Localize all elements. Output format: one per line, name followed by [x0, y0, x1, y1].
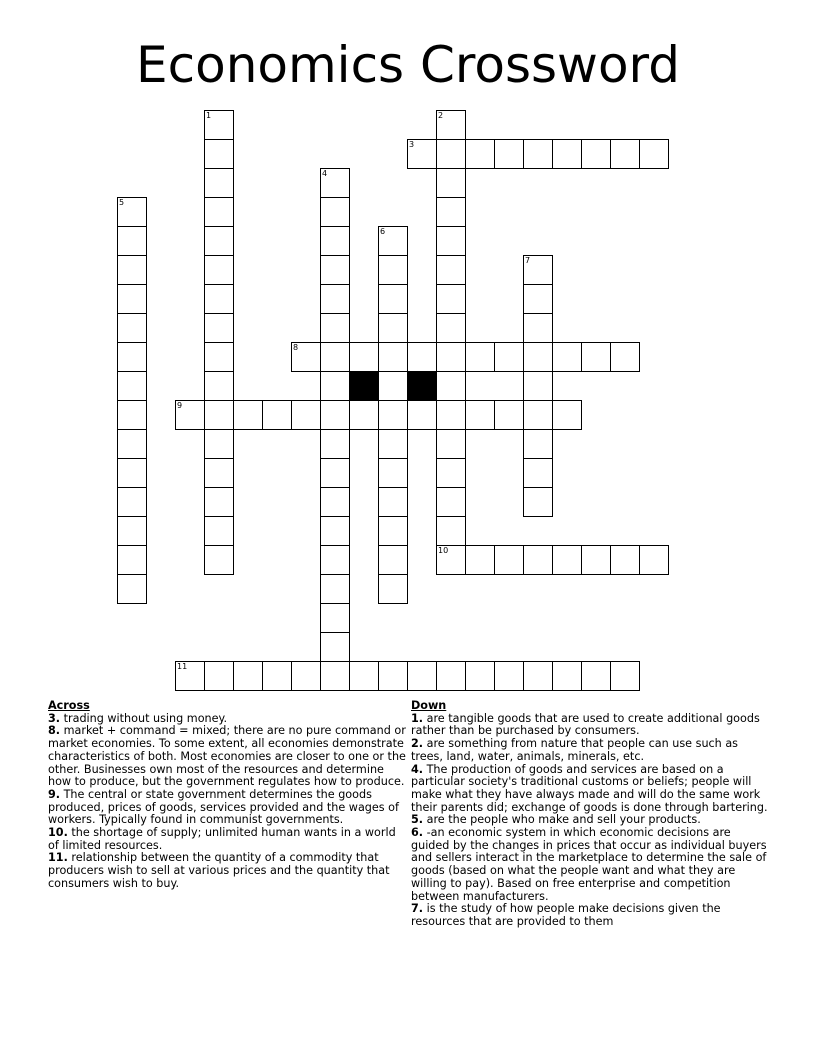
grid-cell[interactable]	[291, 342, 321, 372]
grid-cell[interactable]	[465, 661, 495, 691]
grid-cell[interactable]	[117, 516, 147, 546]
across-clue	[48, 725, 406, 789]
grid-cell[interactable]	[465, 400, 495, 430]
grid-cell[interactable]	[117, 342, 147, 372]
grid-cell[interactable]	[117, 545, 147, 575]
grid-cell[interactable]	[204, 516, 234, 546]
grid-cell[interactable]	[494, 400, 524, 430]
clue-number: 3.	[48, 711, 61, 725]
grid-cell[interactable]	[378, 458, 408, 488]
grid-cell[interactable]	[175, 661, 205, 691]
grid-cell[interactable]	[204, 458, 234, 488]
grid-cell[interactable]	[378, 429, 408, 459]
grid-cell[interactable]	[436, 255, 466, 285]
across-clue-list	[48, 713, 406, 891]
grid-cell[interactable]	[320, 458, 350, 488]
grid-cell[interactable]	[378, 371, 408, 401]
grid-cell[interactable]	[494, 661, 524, 691]
grid-cell[interactable]	[436, 284, 466, 314]
grid-cell[interactable]	[320, 371, 350, 401]
grid-cell[interactable]	[378, 574, 408, 604]
grid-cell[interactable]	[523, 371, 553, 401]
clue-number: 5	[119, 198, 125, 207]
clue-number: 1	[206, 111, 212, 120]
grid-cell[interactable]	[378, 284, 408, 314]
grid-cell[interactable]	[436, 516, 466, 546]
grid-cell[interactable]	[610, 342, 640, 372]
grid-cell[interactable]	[523, 545, 553, 575]
grid-cell[interactable]	[378, 255, 408, 285]
clue-number: 7.	[411, 902, 424, 916]
down-heading: Down	[411, 699, 447, 712]
grid-cell[interactable]	[436, 313, 466, 343]
grid-cell[interactable]	[378, 226, 408, 256]
clue-text: are tangible goods that are used to create additional goods rather than be purchased by consumers.	[411, 711, 760, 738]
grid-cell[interactable]	[262, 661, 292, 691]
grid-cell[interactable]	[378, 516, 408, 546]
across-heading: Across	[48, 699, 90, 712]
grid-cell[interactable]	[494, 342, 524, 372]
grid-cell[interactable]	[320, 429, 350, 459]
grid-cell[interactable]	[523, 284, 553, 314]
grid-cell[interactable]	[465, 545, 495, 575]
grid-cell[interactable]	[320, 574, 350, 604]
grid-cell[interactable]	[349, 342, 379, 372]
clue-number: 7	[525, 256, 531, 265]
grid-cell[interactable]	[378, 342, 408, 372]
clue-text: are the people who make and sell your products.	[423, 813, 701, 827]
grid-cell[interactable]	[436, 661, 466, 691]
clue-number: 2	[438, 111, 444, 120]
grid-cell[interactable]	[523, 342, 553, 372]
grid-cell[interactable]	[117, 458, 147, 488]
grid-cell[interactable]	[204, 545, 234, 575]
grid-cell[interactable]	[204, 197, 234, 227]
grid-cell[interactable]	[204, 110, 234, 140]
grid-cell[interactable]	[581, 661, 611, 691]
grid-cell[interactable]	[436, 487, 466, 517]
grid-cell[interactable]	[117, 255, 147, 285]
clue-number: 2.	[411, 737, 424, 751]
grid-cell[interactable]	[465, 139, 495, 169]
clue-text: -an economic system in which economic decisions are guided by the changes in prices that occur as individual buyers and sellers interact in the marketplace to determine the sale of goods (based on what the people want and what they are willing to pay). Based on free enterprise and competition between manufacturers.	[411, 826, 767, 903]
grid-cell[interactable]	[523, 661, 553, 691]
grid-cell[interactable]	[552, 661, 582, 691]
clue-text: are something from nature that people can use such as trees, land, water, animals, minerals, etc.	[411, 737, 739, 763]
black-cell	[349, 371, 379, 401]
grid-cell[interactable]	[233, 661, 263, 691]
down-clue	[411, 764, 771, 815]
grid-cell[interactable]	[523, 400, 553, 430]
grid-cell[interactable]	[523, 255, 553, 285]
grid-cell[interactable]	[378, 661, 408, 691]
down-clue	[411, 713, 771, 738]
clue-number: 9.	[48, 787, 61, 801]
down-clue	[411, 738, 771, 763]
down-clue	[411, 903, 771, 928]
grid-cell[interactable]	[204, 371, 234, 401]
grid-cell[interactable]	[407, 400, 437, 430]
grid-cell[interactable]	[581, 545, 611, 575]
grid-cell[interactable]	[494, 139, 524, 169]
grid-cell[interactable]	[204, 284, 234, 314]
grid-cell[interactable]	[204, 661, 234, 691]
down-clue-list	[411, 713, 771, 929]
grid-cell[interactable]	[320, 603, 350, 633]
grid-cell[interactable]	[320, 632, 350, 662]
grid-cell[interactable]	[581, 342, 611, 372]
grid-cell[interactable]	[639, 545, 669, 575]
grid-cell[interactable]	[407, 342, 437, 372]
clue-number: 6	[380, 227, 386, 236]
grid-cell[interactable]	[117, 429, 147, 459]
grid-cell[interactable]	[233, 400, 263, 430]
grid-cell[interactable]	[407, 139, 437, 169]
grid-cell[interactable]	[436, 197, 466, 227]
grid-cell[interactable]	[523, 313, 553, 343]
down-clue	[411, 827, 771, 903]
clue-number: 11.	[48, 851, 68, 865]
grid-cell[interactable]	[117, 284, 147, 314]
grid-cell[interactable]	[378, 313, 408, 343]
clue-text: trading without using money.	[60, 711, 228, 725]
across-clues	[48, 700, 406, 891]
clue-number: 5.	[411, 813, 424, 827]
grid-cell[interactable]	[320, 313, 350, 343]
grid-cell[interactable]	[204, 226, 234, 256]
grid-cell[interactable]	[291, 661, 321, 691]
grid-cell[interactable]	[117, 371, 147, 401]
grid-cell[interactable]	[552, 342, 582, 372]
grid-cell[interactable]	[523, 487, 553, 517]
grid-cell[interactable]	[378, 487, 408, 517]
grid-cell[interactable]	[436, 168, 466, 198]
grid-cell[interactable]	[117, 313, 147, 343]
grid-cell[interactable]	[320, 168, 350, 198]
clue-number: 4.	[411, 762, 424, 776]
grid-cell[interactable]	[523, 458, 553, 488]
grid-cell[interactable]	[320, 226, 350, 256]
grid-cell[interactable]	[117, 226, 147, 256]
grid-cell[interactable]	[204, 313, 234, 343]
clue-text: The production of goods and services are based on a particular society's traditional customs or beliefs; people will make what they have always made and will do the same work their parents did; exchange of goods is done through bartering.	[411, 762, 768, 814]
clue-text: The central or state government determines the goods produced, prices of goods, services provided and the wages of workers. Typically found in communist governments.	[48, 787, 399, 827]
black-cell	[407, 371, 437, 401]
grid-cell[interactable]	[204, 255, 234, 285]
grid-cell[interactable]	[436, 110, 466, 140]
clue-number: 4	[322, 169, 328, 178]
grid-cell[interactable]	[610, 661, 640, 691]
clue-number: 10	[438, 546, 449, 555]
grid-cell[interactable]	[291, 400, 321, 430]
grid-cell[interactable]	[436, 342, 466, 372]
grid-cell[interactable]	[320, 342, 350, 372]
grid-cell[interactable]	[378, 400, 408, 430]
clue-number: 3	[409, 140, 415, 149]
page-title: Economics Crossword	[136, 36, 680, 94]
clue-text: the shortage of supply; unlimited human wants in a world of limited resources.	[48, 826, 396, 852]
clue-text: is the study of how people make decisions given the resources that are provided to them	[411, 902, 721, 928]
grid-cell[interactable]	[320, 284, 350, 314]
grid-cell[interactable]	[175, 400, 205, 430]
grid-cell[interactable]	[610, 139, 640, 169]
grid-cell[interactable]	[436, 226, 466, 256]
across-clue	[48, 852, 406, 890]
grid-cell[interactable]	[204, 429, 234, 459]
grid-cell[interactable]	[320, 516, 350, 546]
grid-cell[interactable]	[204, 168, 234, 198]
grid-cell[interactable]	[320, 487, 350, 517]
grid-cell[interactable]	[610, 545, 640, 575]
grid-cell[interactable]	[436, 371, 466, 401]
grid-cell[interactable]	[436, 458, 466, 488]
across-clue	[48, 789, 406, 827]
clue-number: 11	[177, 662, 188, 671]
grid-cell[interactable]	[117, 197, 147, 227]
grid-cell[interactable]	[639, 139, 669, 169]
clue-number: 10.	[48, 826, 68, 840]
grid-cell[interactable]	[436, 139, 466, 169]
grid-cell[interactable]	[349, 661, 379, 691]
grid-cell[interactable]	[117, 487, 147, 517]
grid-cell[interactable]	[523, 429, 553, 459]
grid-cell[interactable]	[349, 400, 379, 430]
clue-number: 9	[177, 401, 183, 410]
grid-cell[interactable]	[320, 400, 350, 430]
grid-cell[interactable]	[436, 429, 466, 459]
grid-cell[interactable]	[436, 545, 466, 575]
grid-cell[interactable]	[320, 545, 350, 575]
grid-cell[interactable]	[407, 661, 437, 691]
grid-cell[interactable]	[204, 342, 234, 372]
grid-cell[interactable]	[552, 139, 582, 169]
grid-cell[interactable]	[117, 400, 147, 430]
clue-number: 8	[293, 343, 299, 352]
grid-cell[interactable]	[204, 139, 234, 169]
grid-cell[interactable]	[320, 661, 350, 691]
clue-number: 1.	[411, 711, 424, 725]
across-clue	[48, 827, 406, 852]
grid-cell[interactable]	[552, 400, 582, 430]
grid-cell[interactable]	[552, 545, 582, 575]
grid-cell[interactable]	[320, 197, 350, 227]
clue-number: 8.	[48, 724, 61, 738]
grid-cell[interactable]	[204, 400, 234, 430]
grid-cell[interactable]	[494, 545, 524, 575]
grid-cell[interactable]	[378, 545, 408, 575]
grid-cell[interactable]	[581, 139, 611, 169]
grid-cell[interactable]	[523, 139, 553, 169]
clue-text: relationship between the quantity of a commodity that producers wish to sell at various prices and the quantity that consumers wish to buy.	[48, 851, 390, 890]
clue-text: market + command = mixed; there are no pure command or market economies. To some extent, all economies demonstrate characteristics of both. Most economies are closer to one or the other. Businesses own most of the resources and determine how to produce, but the government regulates how to produce.	[48, 724, 406, 789]
grid-cell[interactable]	[204, 487, 234, 517]
grid-cell[interactable]	[117, 574, 147, 604]
down-clues	[411, 700, 771, 929]
grid-cell[interactable]	[262, 400, 292, 430]
clue-number: 6.	[411, 826, 424, 840]
grid-cell[interactable]	[436, 400, 466, 430]
grid-cell[interactable]	[465, 342, 495, 372]
grid-cell[interactable]	[320, 255, 350, 285]
